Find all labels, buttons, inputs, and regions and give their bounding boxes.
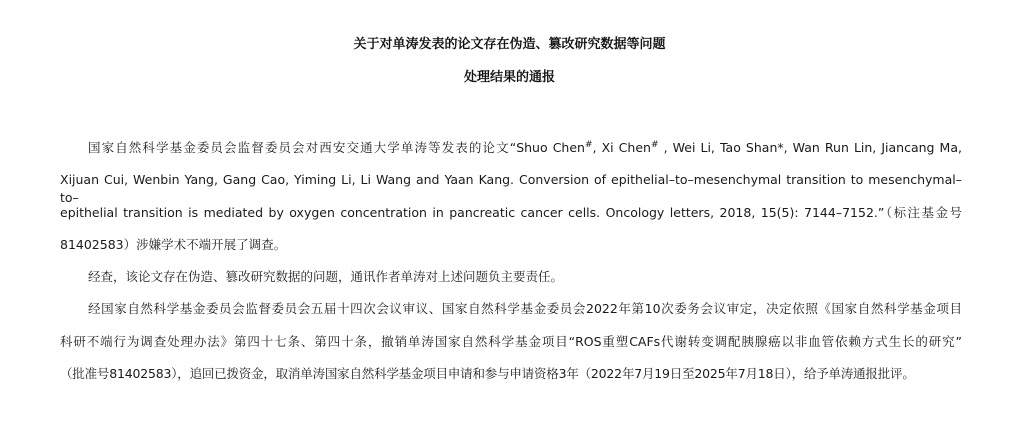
document-subtitle: 处理结果的通报: [463, 70, 555, 85]
paragraph-1-line-1: [88, 139, 962, 157]
p1-l1-post: , Wei Li, Tao Shan*, Wan Run Lin, Jiancang Ma,: [658, 140, 962, 155]
paragraph-3-line-3: （批准号81402583），追回已拨资金，取消单涛国家自然科学基金项目申请和参与申请资格3年（2022年7月19日至2025年7月18日），给予单涛通报批评。: [60, 366, 915, 381]
paragraph-1-line-3: epithelial transition is mediated by oxygen concentration in pancreatic cancer cells. Oncology letters, 2018, 15(5): 7144–7152.”（标注基金号: [60, 205, 962, 220]
paragraph-1-line-2: Xijuan Cui, Wenbin Yang, Gang Cao, Yiming Li, Li Wang and Yaan Kang. Conversion of epithelial–to–mesenchymal transition to mesenchymal–to–: [60, 172, 962, 205]
paragraph-2: 经查，该论文存在伪造、篡改研究数据的问题，通讯作者单涛对上述问题负主要责任。: [88, 269, 564, 284]
paragraph-3-line-1: 经国家自然科学基金委员会监督委员会五届十四次会议审议、国家自然科学基金委员会2022年第10次委务会议审定，决定依照《国家自然科学基金项目: [88, 301, 962, 316]
paragraph-3-line-2: 科研不端行为调查处理办法》第四十七条、第四十条，撤销单涛国家自然科学基金项目“ROS重塑CAFs代谢转变调配胰腺癌以非血管依赖方式生长的研究”: [60, 334, 962, 349]
paragraph-1-line-4: 81402583）涉嫌学术不端开展了调查。: [60, 237, 287, 252]
p1-l1-mid: , Xi Chen: [592, 140, 651, 155]
p1-l1-sup-2: #: [650, 139, 659, 150]
document-title: 关于对单涛发表的论文存在伪造、篡改研究数据等问题: [353, 37, 666, 52]
p1-l1-pre: 国家自然科学基金委员会监督委员会对西安交通大学单涛等发表的论文“Shuo Chen: [88, 140, 585, 155]
p1-l1-sup-1: #: [584, 139, 593, 150]
